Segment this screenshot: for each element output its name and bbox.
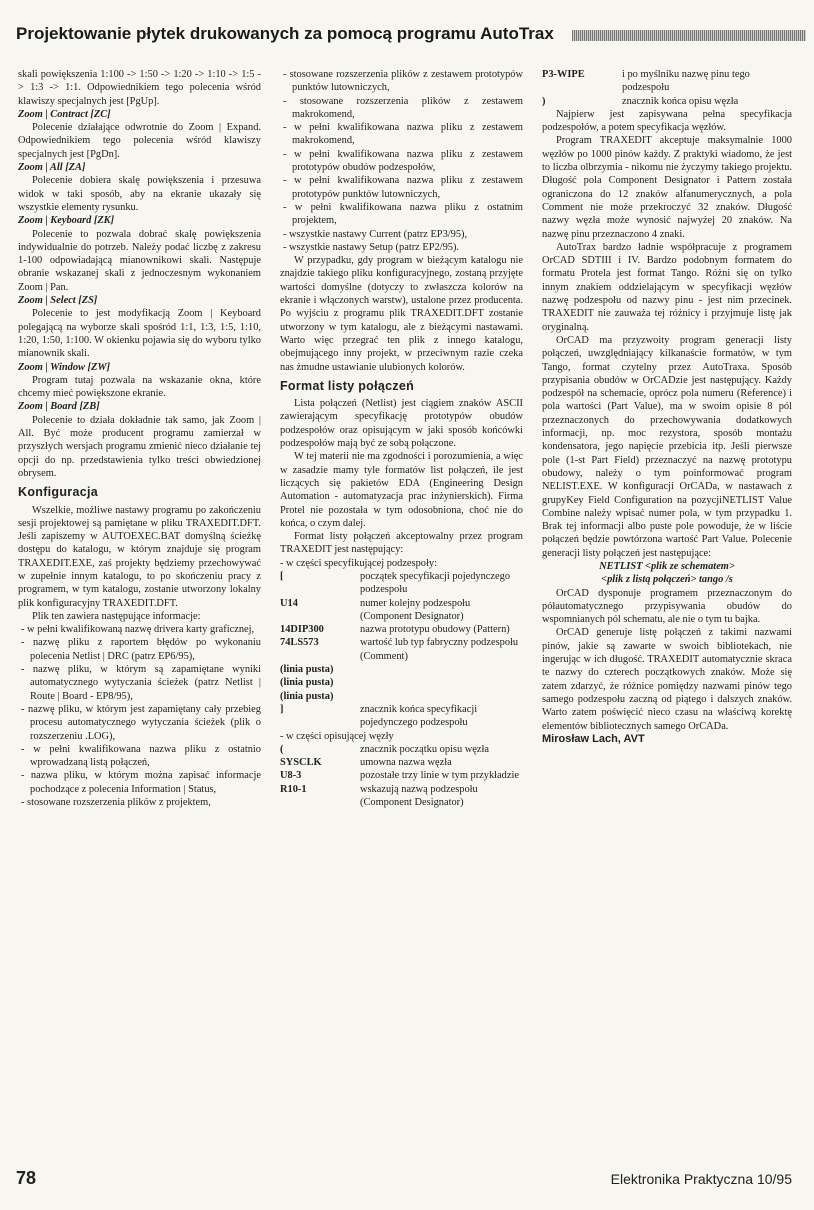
definition-row xyxy=(280,623,523,636)
bullet-item: - wszystkie nastawy Current (patrz EP3/95), xyxy=(283,228,468,240)
definition-text: umowna nazwa węzła xyxy=(360,757,452,769)
definition-term: SYSCLK xyxy=(280,757,322,769)
paragraph: OrCAD dysponuje programem przeznaczonym do półautomatycznego przypisywania obudów do wspomnianych pól schematu, ale nie o tym tu bajka. xyxy=(542,587,792,626)
definition-row xyxy=(280,570,523,597)
bullet-item: - nazwa pliku, w którym można zapisać informacje pochodzące z polecenia Information | Status, xyxy=(21,770,261,795)
bullet-item: - stosowane rozszerzenia plików z zestawem prototypów punktów lutowniczych, xyxy=(283,69,523,94)
paragraph: Program TRAXEDIT akceptuje maksymalnie 1000 węzłów po 1000 pinów każdy. Z praktyki wiadomo, że jest to liczba olbrzymia - nikomu nie życzymy takiego projektu. Długość pola Component Designator i Pattern została ograniczona do 12 znaków alfanumerycznych, a pola Comment nie może przekroczyć 32 znaków. Długość nazwy węzła może wynosić najwyżej 20 znaków. Na nazwę pinu przeznaczono 4 znaki. xyxy=(542,135,792,240)
bullet-item: - nazwę pliku, w którym jest zapamiętany cały przebieg procesu automatycznego wytyczania ścieżek (plik o rozszerzeniu .LOG), xyxy=(21,703,261,742)
paragraph: Polecenie to jest modyfikacją Zoom | Keyboard polegającą na wyborze skali spośród 1:1, 1:3, 1:5, 1:10, 1:20, 1:50, 1:100. W okienku pojawia się do wyboru tylko mianownik skali. xyxy=(18,308,261,360)
paragraph: OrCAD generuje listę połączeń z takimi nazwami pinów, jakie są zawarte w swoich bibliotekach, nie ingerując w ich długość. TRAXEDIT automatycznie skraca te nazwy do czterech początkowych znaków. Może się zatem zdarzyć, że różnice pomiędzy nazwami pinów tego samego podzespołu zaczną od piątego i dalszych znaków. Warto zatem poświęcić nieco czasu na właściwą korektę elementów bibliotecznych samego OrCADa. xyxy=(542,627,792,732)
paragraph: Lista połączeń (Netlist) jest ciągiem znaków ASCII zawierającym specyfikację prototypów obudów podzespołów oraz opisującym w jaki sposób końcówki podzespołów mają być ze sobą połączone. xyxy=(280,398,523,450)
header-title: Projektowanie płytek drukowanych za pomocą programu AutoTrax xyxy=(16,24,554,43)
definition-text: znacznik końca specyfikacji pojedynczego podzespołu xyxy=(360,703,478,729)
definition-term: 14DIP300 xyxy=(280,624,324,636)
definition-text xyxy=(356,663,523,676)
definition-text: znacznik końca opisu węzła xyxy=(622,95,739,107)
paragraph: Najpierw jest zapisywana pełna specyfikacja podzespołów, a potem specyfikacja węzłów. xyxy=(542,108,792,134)
command-heading: Zoom | Select [ZS] xyxy=(18,295,98,307)
definition-term: (linia pusta) xyxy=(280,690,334,702)
definition-term: R10-1 xyxy=(280,783,307,795)
definition-row xyxy=(280,676,523,689)
definition-row xyxy=(542,95,792,108)
definition-term: ) xyxy=(542,95,546,107)
paragraph: Polecenie to pozwala dobrać skalę powiększenia indywidualnie do potrzeb. Należy podać liczbę z zakresu 1-100 odpowiadającą mianownikowi skali. Następuje obranie wskazanej skali z jednoczesnym wykonaniem Zoom | Pan. xyxy=(18,228,261,293)
text-column-1 xyxy=(18,68,261,809)
bullet-item: - wszystkie nastawy Setup (patrz EP2/95). xyxy=(283,241,460,253)
bullet-item: - nazwę pliku, w którym są zapamiętane wyniki automatycznego wytyczania ścieżek (patrz Netlist | Route | Board - EP8/95), xyxy=(21,664,261,702)
definition-term: 74LS573 xyxy=(280,637,319,649)
definition-table xyxy=(280,570,523,730)
definition-text: pozostałe trzy linie w tym przykładzie xyxy=(360,770,519,782)
bullet-item: - w pełni kwalifikowana nazwa pliku z ostatnio wprowadzaną listą połączeń, xyxy=(21,743,261,769)
header-decorative-bar xyxy=(572,30,806,41)
definition-text: początek specyfikacji pojedynczego podzespołu xyxy=(360,570,511,596)
command-heading: Zoom | Keyboard [ZK] xyxy=(18,215,115,227)
definition-text: znacznik początku opisu węzła xyxy=(360,743,489,755)
definition-text: i po myślniku nazwę pinu tego podzespołu xyxy=(622,69,750,94)
paragraph: Plik ten zawiera następujące informacje: xyxy=(32,610,201,622)
bullet-item: - nazwę pliku z raportem błędów po wykonaniu polecenia Netlist | DRC (patrz EP6/95), xyxy=(21,637,261,662)
command-line: NETLIST <plik ze schematem> xyxy=(599,560,735,572)
paragraph: Polecenie działające odwrotnie do Zoom | Expand. Odpowiednikiem tego polecenia wśród klawiszy specjalnych jest [PgDn]. xyxy=(18,122,261,160)
definition-row xyxy=(280,597,523,624)
definition-text: wartość lub typ fabryczny podzespołu (Comment) xyxy=(360,637,519,662)
bullet-item: - w pełni kwalifikowana nazwa pliku z ostatnim projektem, xyxy=(283,201,523,227)
paragraph: W tej materii nie ma zgodności i porozumienia, a więc w zasadzie mamy tyle formatów list połączeń, ile jest liczących się pakietów EDA (Engineering Design Automation - automatyzacja prac inżynierskich). Firma Protel nie pozostała w tym odosobniona, choć nie do końca, o czym dalej. xyxy=(280,451,523,529)
paragraph: AutoTrax bardzo ładnie współpracuje z programem OrCAD SDTIII i IV. Bardzo podobnym formatem do formatu Protela jest format Tango. Różni się on tylko innym znakiem oddzielającym w specyfikacji węzłów nazwę podzespołu od nazwy pinu - jest nim przecinek. TRAXEDIT nie zauważa tej różnicy i przyjmuje listę jak oryginalną. xyxy=(542,241,792,333)
command-heading: Zoom | Window [ZW] xyxy=(18,361,111,373)
paragraph: OrCAD ma przyzwoity program generacji listy połączeń, uwzględniający kilkanaście formatów, w tym Tango, format czytelny przez AutoTraxa. Sposób przypisania obudów w OrCADzie jest następujący. Każdy podzespół na schemacie, oprócz pola numeru (Reference) i pola wartości (Part Value), ma w swoim opisie 8 pól przeznaczonych do przechowywania dodatkowych informacji, np. moc rezystora, sposób montażu kondensatora, jego napięcie przebicia itp. Jeśli pierwsze pole (1-st Part Field) przeznaczyć na nazwę prototypu obudowy, należy o tym poinformować program NELIST.EXE. W konfiguracji OrCADa, w nastawach z grupyKey Field Configuration na pozycjiNETLIST Value Combine należy wpisać numer pola, w tym przypadku 1. Brak tej informacji albo puste pole powoduje, że w liście połączeń będzie powtórzona wartość Part Value. Polecenie generacji listy połączeń jest następujące: xyxy=(542,334,792,559)
command-heading: Zoom | Contract [ZC] xyxy=(18,108,111,120)
bullet-item: - w pełni kwalifikowana nazwa pliku z zestawem makrokomend, xyxy=(283,122,523,147)
author-signature: Mirosław Lach, AVT xyxy=(542,732,645,745)
definition-term: [ xyxy=(280,570,284,582)
definition-row xyxy=(542,68,792,95)
definition-term: ] xyxy=(280,703,284,715)
definition-row xyxy=(280,743,523,756)
text-column-3 xyxy=(542,68,792,746)
paragraph: Polecenie to działa dokładnie tak samo, jak Zoom | All. Być może producent programu zamierzał w przyszłych wersjach programu zmienić nieco działanie tej opcji do np. przedstawienia tylko treści obwiedzionej obrysem. xyxy=(18,414,261,479)
definition-text: wskazują nazwą podzespołu (Component Designator) xyxy=(360,783,478,809)
definition-term: U8-3 xyxy=(280,770,302,782)
definition-row xyxy=(280,663,523,676)
bullet-item: - stosowane rozszerzenia plików z projektem, xyxy=(21,797,211,809)
magazine-issue: Elektronika Praktyczna 10/95 xyxy=(610,1171,792,1187)
definition-table xyxy=(280,743,523,809)
bullet-item: - w pełni kwalifikowaną nazwę drivera karty graficznej, xyxy=(21,624,255,636)
definition-row xyxy=(280,783,523,810)
definition-table xyxy=(542,68,792,108)
definition-text: nazwa prototypu obudowy (Pattern) xyxy=(360,624,510,636)
paragraph: W przypadku, gdy program w bieżącym katalogu nie znajdzie takiego pliku konfiguracyjnego, zostaną przyjęte wartości domyślne (dotyczy to zwłaszcza kolorów na ekranie i włączonych warstw), ustalone przez producenta. Po wyjściu z programu plik TRAXEDIT.DFT zostanie utworzony w tym katalogu, ale z bieżącymi nastawami. Warto więc przegrać ten plik z innego katalogu, obejmującego inny projekt, w przeciwnym razie czeka nas żmudne ustawianie ulubionych kolorów. xyxy=(280,255,523,373)
section-heading: Format listy połączeń xyxy=(280,378,415,393)
text-column-2 xyxy=(280,68,523,809)
definition-row xyxy=(280,756,523,769)
definition-term: P3-WIPE xyxy=(542,69,585,80)
running-header xyxy=(16,24,806,48)
definition-term: U14 xyxy=(280,597,298,609)
paragraph: Wszelkie, możliwe nastawy programu po zakończeniu sesji projektowej są pamiętane w pliku TRAXEDIT.DFT. Jeśli zapiszemy w AUTOEXEC.BAT domyślną ścieżkę dostępu do katalogu, w którym znajduje się program TRAXEDIT.EXE, zaś projekty będziemy przechowywać w zupełnie innym katalogu, to po skończeniu pracy z programem, w tym katalogu, zostanie utworzony lokalny plik konfiguracyjny TRAXEDIT.DFT. xyxy=(18,504,261,609)
command-heading: Zoom | Board [ZB] xyxy=(18,401,100,413)
definition-text: numer kolejny podzespołu (Component Designator) xyxy=(360,597,471,622)
paragraph: Program tutaj pozwala na wskazanie okna, które chcemy mieć powiększone ekranie. xyxy=(18,374,261,400)
command-line: <plik z listą połączeń> tango /s xyxy=(601,574,733,586)
paragraph: - w części opisującej węzły xyxy=(280,730,394,742)
definition-text xyxy=(356,676,523,689)
definition-term: ( xyxy=(280,743,284,755)
page-number: 78 xyxy=(16,1168,37,1188)
definition-row xyxy=(280,690,523,703)
definition-term: (linia pusta) xyxy=(280,677,334,689)
definition-row xyxy=(280,703,523,730)
section-heading: Konfiguracja xyxy=(18,485,98,500)
definition-row xyxy=(280,769,523,782)
paragraph: - w części specyfikującej podzespoły: xyxy=(280,557,437,569)
paragraph: Polecenie dobiera skalę powiększenia i przesuwa widok w taki sposób, aby na ekranie ukazały się wszystkie elementy rysunku. xyxy=(18,175,261,213)
definition-row xyxy=(280,636,523,663)
bullet-item: - stosowane rozszerzenia plików z zestawem makrokomend, xyxy=(283,95,523,120)
bullet-item: - w pełni kwalifikowana nazwa pliku z zestawem prototypów obudów podzespołów, xyxy=(283,148,523,174)
bullet-item: - w pełni kwalifikowana nazwa pliku z zestawem prototypów punktów lutowniczych, xyxy=(283,175,523,200)
paragraph: Format listy połączeń akceptowalny przez program TRAXEDIT jest następujący: xyxy=(280,531,523,556)
definition-term: (linia pusta) xyxy=(280,664,334,676)
paragraph: skali powiększenia 1:100 -> 1:50 -> 1:20 -> 1:10 -> 1:5 -> 1:3 -> 1:1. Odpowiednikiem tego polecenia wśród klawiszy specjalnych jest [PgUp]. xyxy=(18,69,261,107)
definition-text xyxy=(356,690,523,703)
command-heading: Zoom | All [ZA] xyxy=(18,162,86,174)
